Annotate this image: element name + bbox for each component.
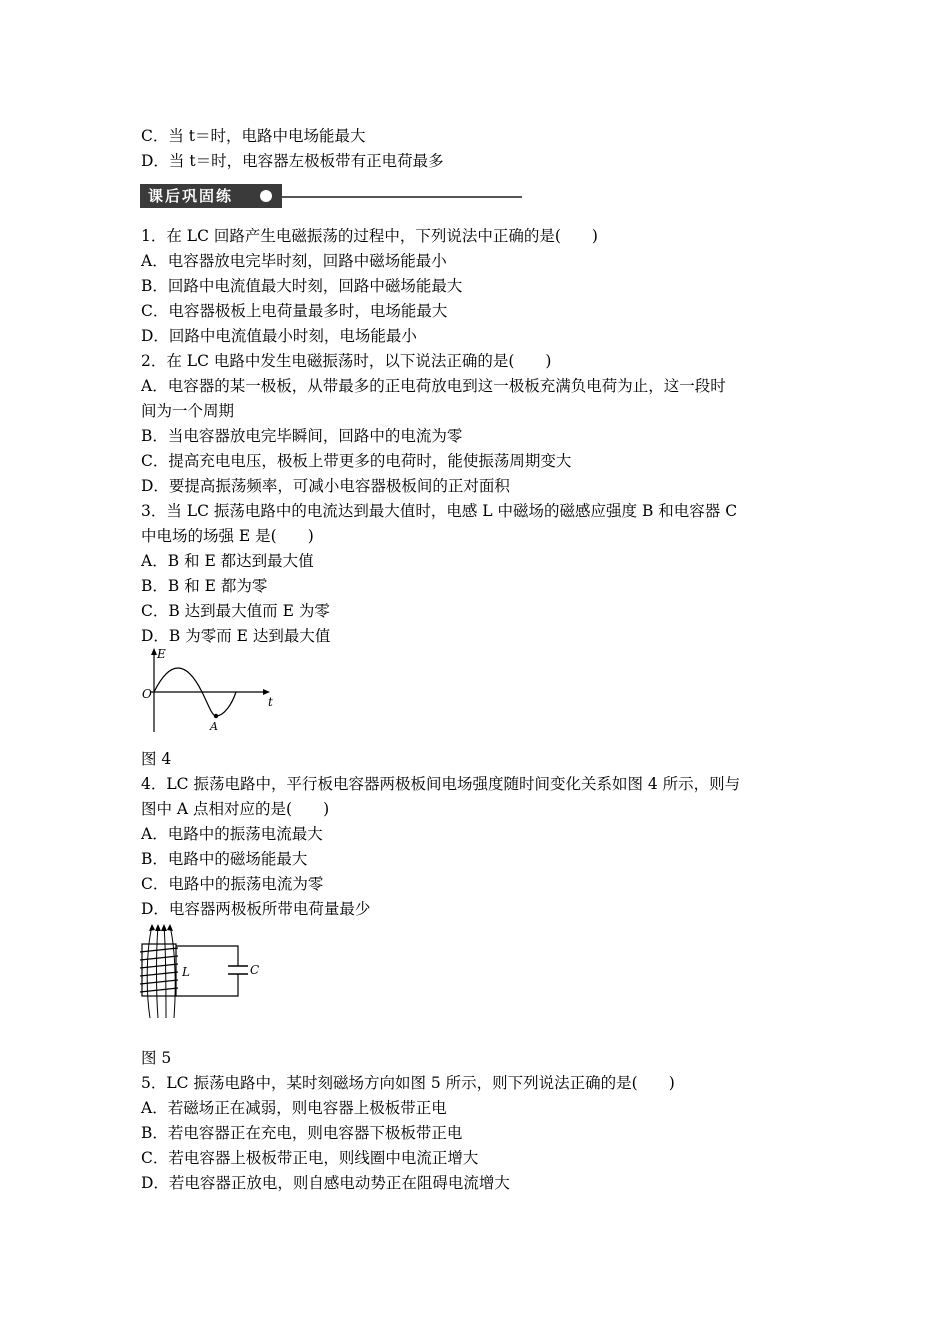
q5-stem: 5．LC 振荡电路中，某时刻磁场方向如图 5 所示，则下列说法正确的是( ) — [141, 1074, 675, 1092]
q2-option-c: C．提高充电电压，极板上带更多的电荷时，能使振荡周期变大 — [141, 452, 572, 470]
bullet-icon — [260, 190, 272, 202]
field-arrow-icon — [161, 924, 167, 931]
origin-label: O — [142, 687, 152, 701]
field-arrow-icon — [167, 924, 173, 931]
section-divider — [282, 196, 522, 198]
q5-option-c: C．若电容器上极板带正电，则线圈中电流正增大 — [141, 1149, 479, 1167]
q1-option-a: A．电容器放电完毕时刻，回路中磁场能最小 — [141, 252, 447, 270]
field-arrow-icon — [155, 924, 161, 931]
q1-option-d: D．回路中电流值最小时刻，电场能最小 — [141, 327, 417, 345]
q4-stem-line2: 图中 A 点相对应的是( ) — [141, 800, 330, 818]
q5-option-d: D．若电容器正放电，则自感电动势正在阻碍电流增大 — [141, 1174, 510, 1192]
option-c-prev: C．当 t＝时，电路中电场能最大 — [141, 127, 366, 145]
option-d-prev: D．当 t＝时，电容器左极板带有正电荷最多 — [141, 152, 444, 170]
q1-option-b: B．回路中电流值最大时刻，回路中磁场能最大 — [141, 277, 463, 295]
x-axis-label: t — [268, 695, 273, 709]
y-axis-label: E — [157, 647, 166, 661]
inductor-label: L — [182, 965, 190, 979]
q5-option-a: A．若磁场正在减弱，则电容器上极板带正电 — [141, 1099, 447, 1117]
q2-option-a-line2: 间为一个周期 — [141, 402, 235, 420]
q1-option-c: C．电容器极板上电荷量最多时，电场能最大 — [141, 302, 448, 320]
q2-stem: 2．在 LC 电路中发生电磁振荡时，以下说法正确的是( ) — [141, 352, 552, 370]
q3-option-a: A．B 和 E 都达到最大值 — [141, 552, 314, 570]
q4-option-d: D．电容器两极板所带电荷量最少 — [141, 900, 371, 918]
q2-option-d: D．要提高振荡频率，可减小电容器极板间的正对面积 — [141, 477, 510, 495]
field-arrow-icon — [149, 924, 155, 931]
q5-option-b: B．若电容器正在充电，则电容器下极板带正电 — [141, 1124, 463, 1142]
section-title: 课后巩固练 — [140, 184, 282, 208]
coil-windings — [140, 948, 178, 992]
q4-option-b: B．电路中的磁场能最大 — [141, 850, 308, 868]
q3-stem-line2: 中电场的场强 E 是( ) — [141, 527, 314, 545]
point-a-marker — [214, 714, 218, 718]
q3-option-c: C．B 达到最大值而 E 为零 — [141, 602, 330, 620]
figure-5-lc-circuit — [138, 922, 268, 1022]
capacitor-label: C — [250, 963, 260, 977]
q2-option-a-line1: A．电容器的某一极板，从带最多的正电荷放电到这一极板充满负电荷为止，这一段时 — [141, 377, 726, 395]
section-header — [140, 184, 522, 210]
q4-stem-line1: 4．LC 振荡电路中，平行板电容器两极板间电场强度随时间变化关系如图 4 所示，则与 — [141, 775, 741, 793]
q4-option-a: A．电路中的振荡电流最大 — [141, 825, 323, 843]
q3-option-d: D．B 为零而 E 达到最大值 — [141, 627, 331, 645]
q3-stem-line1: 3．当 LC 振荡电路中的电流达到最大值时，电感 L 中磁场的磁感应强度 B 和电容器 C — [141, 502, 738, 520]
figure-4-caption: 图 4 — [141, 750, 172, 768]
point-a-label: A — [210, 720, 218, 733]
figure-4-sine-graph — [140, 646, 280, 736]
q3-option-b: B．B 和 E 都为零 — [141, 577, 268, 595]
figure-5-caption: 图 5 — [141, 1049, 172, 1067]
q4-option-c: C．电路中的振荡电流为零 — [141, 875, 324, 893]
q2-option-b: B．当电容器放电完毕瞬间，回路中的电流为零 — [141, 427, 463, 445]
q1-stem: 1．在 LC 回路产生电磁振荡的过程中，下列说法中正确的是( ) — [141, 227, 598, 245]
field-lines — [147, 926, 175, 1018]
